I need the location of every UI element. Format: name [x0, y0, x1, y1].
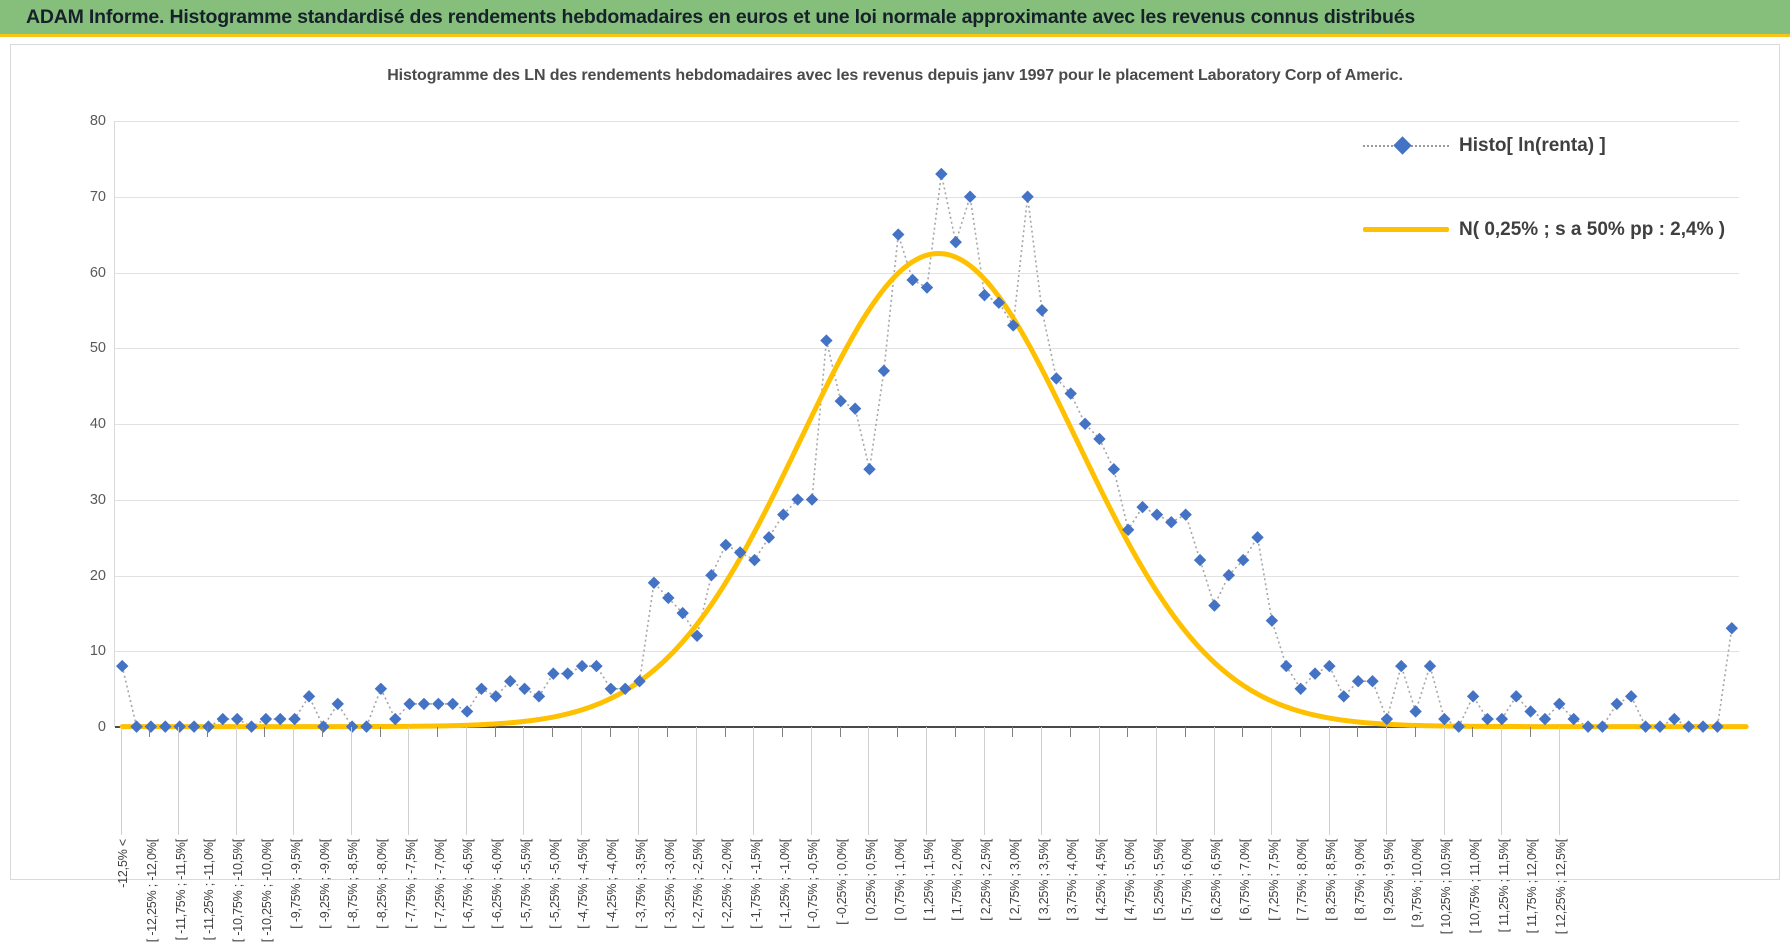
x-axis-tick-mark — [610, 727, 611, 737]
y-axis-tick-label: 30 — [89, 491, 106, 508]
x-axis-tick-mark — [955, 727, 956, 737]
x-axis-tick-mark — [1472, 727, 1473, 737]
data-point-marker — [605, 683, 617, 695]
data-point-marker — [878, 365, 890, 377]
data-point-marker — [1294, 683, 1306, 695]
x-axis-tick-mark — [667, 727, 668, 737]
data-point-marker — [1496, 713, 1508, 725]
x-axis-tick-label: [ -2,75% ; -2,5%[ — [691, 839, 706, 929]
x-axis-tick-mark — [811, 727, 812, 835]
chart-legend — [1363, 135, 1743, 303]
data-point-marker — [705, 569, 717, 581]
x-axis-tick-label: [ 0,75% ; 1,0%[ — [892, 839, 907, 921]
x-axis-tick-label: [ -1,75% ; -1,5%[ — [748, 839, 763, 929]
data-point-marker — [461, 705, 473, 717]
x-axis-tick-label: [ 9,25% ; 9,5%[ — [1381, 839, 1396, 921]
x-axis-tick-label: [ -12,25% ; -12,0%[ — [144, 839, 159, 942]
x-axis-tick-mark — [523, 727, 524, 835]
x-axis-tick-label: [ 10,75% ; 11,0%[ — [1467, 839, 1482, 934]
legend-marker-line-icon — [1363, 220, 1449, 240]
normal-distribution-curve — [122, 253, 1746, 726]
data-point-marker — [921, 281, 933, 293]
x-axis-tick-mark — [322, 727, 323, 737]
data-point-marker — [1395, 660, 1407, 672]
x-axis-tick-label: [ -10,75% ; -10,5%[ — [231, 839, 246, 942]
x-axis-tick-label: [ -5,75% ; -5,5%[ — [518, 839, 533, 929]
data-point-marker — [332, 698, 344, 710]
x-axis-tick-mark — [1559, 727, 1560, 835]
x-axis-tick-mark — [437, 727, 438, 737]
x-axis-tick-label: [ -0,75% ; -0,5%[ — [806, 839, 821, 929]
x-axis-tick-mark — [121, 727, 122, 835]
data-point-marker — [1668, 713, 1680, 725]
data-point-marker — [1611, 698, 1623, 710]
x-axis-tick-label: [ 0,25% ; 0,5%[ — [863, 839, 878, 921]
data-point-marker — [533, 690, 545, 702]
x-axis-tick-mark — [408, 727, 409, 835]
x-axis-tick-mark — [753, 727, 754, 835]
data-point-marker — [849, 402, 861, 414]
x-axis-tick-label: [ 4,25% ; 4,5%[ — [1094, 839, 1109, 921]
x-axis-tick-mark — [1444, 727, 1445, 835]
x-axis-tick-label: [ 7,75% ; 8,0%[ — [1295, 839, 1310, 921]
data-point-marker — [1352, 675, 1364, 687]
data-point-marker — [892, 228, 904, 240]
data-point-marker — [1338, 690, 1350, 702]
x-axis-tick-label: [ 1,25% ; 1,5%[ — [921, 839, 936, 921]
x-axis-tick-label: [ 8,25% ; 8,5%[ — [1324, 839, 1339, 921]
data-point-marker — [763, 531, 775, 543]
x-axis-tick-mark — [1070, 727, 1071, 737]
x-axis-tick-label: [ 5,25% ; 5,5%[ — [1151, 839, 1166, 921]
x-axis-tick-label: [ 8,75% ; 9,0%[ — [1352, 839, 1367, 921]
data-point-marker — [260, 713, 272, 725]
data-point-marker — [490, 690, 502, 702]
legend-label-histogram: Histo[ ln(renta) ] — [1459, 135, 1606, 156]
x-axis-tick-mark — [178, 727, 179, 835]
x-axis-tick-mark — [581, 727, 582, 835]
data-point-marker — [820, 334, 832, 346]
data-point-marker — [720, 539, 732, 551]
data-point-marker — [863, 463, 875, 475]
data-point-marker — [1467, 690, 1479, 702]
y-axis-tick-label: 10 — [89, 643, 106, 660]
x-axis-tick-label: [ -9,75% ; -9,5%[ — [288, 839, 303, 929]
x-axis-tick-label: [ -4,25% ; -4,0%[ — [605, 839, 620, 929]
x-axis-tick-mark — [1127, 727, 1128, 737]
data-point-marker — [1510, 690, 1522, 702]
x-axis-tick-mark — [1242, 727, 1243, 737]
x-axis-tick-label: [ 10,25% ; 10,5%[ — [1439, 839, 1454, 935]
x-axis-tick-mark — [1501, 727, 1502, 835]
data-point-marker — [978, 289, 990, 301]
x-axis-tick-mark — [926, 727, 927, 835]
data-point-marker — [906, 274, 918, 286]
data-point-marker — [835, 395, 847, 407]
y-axis-tick-label: 70 — [89, 188, 106, 205]
x-axis-tick-label: [ 12,25% ; 12,5%[ — [1554, 839, 1569, 935]
y-axis-tick-label: 20 — [89, 567, 106, 584]
data-point-marker — [1036, 304, 1048, 316]
x-axis-tick-label: [ -6,25% ; -6,0%[ — [490, 839, 505, 929]
data-point-marker — [418, 698, 430, 710]
report-banner — [0, 0, 1790, 37]
x-axis-tick-mark — [897, 727, 898, 737]
x-axis-tick-label: [ -1,25% ; -1,0%[ — [777, 839, 792, 929]
x-axis-tick-label: [ -2,25% ; -2,0%[ — [720, 839, 735, 929]
x-axis-tick-label: [ 2,75% ; 3,0%[ — [1007, 839, 1022, 921]
x-axis-tick-label: [ 11,25% ; 11,5%[ — [1496, 839, 1511, 933]
x-axis-tick-label: [ -8,25% ; -8,0%[ — [375, 839, 390, 929]
data-point-marker — [375, 683, 387, 695]
x-axis-tick-mark — [466, 727, 467, 835]
data-point-marker — [1323, 660, 1335, 672]
data-point-marker — [590, 660, 602, 672]
data-point-marker — [1208, 599, 1220, 611]
x-axis-tick-mark — [495, 727, 496, 737]
data-point-marker — [1625, 690, 1637, 702]
data-point-marker — [576, 660, 588, 672]
x-axis-tick-label: [ 2,25% ; 2,5%[ — [979, 839, 994, 921]
data-point-marker — [217, 713, 229, 725]
x-axis-tick-mark — [1099, 727, 1100, 835]
x-axis-tick-label: [ 3,75% ; 4,0%[ — [1065, 839, 1080, 921]
x-axis-tick-mark — [380, 727, 381, 737]
x-axis-tick-mark — [1214, 727, 1215, 835]
x-axis-tick-label: [ -4,75% ; -4,5%[ — [576, 839, 591, 929]
x-axis-tick-label: [ 7,25% ; 7,5%[ — [1266, 839, 1281, 921]
y-axis-tick-label: 0 — [97, 719, 106, 735]
data-point-marker — [1065, 387, 1077, 399]
legend-label-normal: N( 0,25% ; s a 50% pp : 2,4% ) — [1459, 219, 1726, 240]
data-point-marker — [1151, 508, 1163, 520]
x-axis-tick-mark — [1156, 727, 1157, 835]
x-axis-tick-label: [ 5,75% ; 6,0%[ — [1180, 839, 1195, 921]
x-axis-tick-mark — [1415, 727, 1416, 737]
y-axis-tick-label: 80 — [89, 113, 106, 129]
x-axis-tick-mark — [351, 727, 352, 835]
x-axis-tick-mark — [552, 727, 553, 737]
x-axis-tick-mark — [207, 727, 208, 737]
report-banner-title: ADAM Informe. Histogramme standardisé des rendements hebdomadaires en euros et une loi normale approximante avec les revenus connus distribués — [26, 5, 1416, 28]
x-axis-tick-label: [ -11,75% ; -11,5%[ — [173, 839, 188, 941]
data-point-marker — [116, 660, 128, 672]
y-axis-tick-label: 50 — [89, 340, 106, 357]
x-axis-tick-label: [ -8,75% ; -8,5%[ — [346, 839, 361, 929]
x-axis-tick-label: [ -11,25% ; -11,0%[ — [202, 839, 217, 941]
x-axis-tick-mark — [1357, 727, 1358, 737]
x-axis-tick-mark — [1300, 727, 1301, 737]
x-axis-tick-mark — [1530, 727, 1531, 737]
data-point-marker — [1021, 191, 1033, 203]
data-point-marker — [1093, 433, 1105, 445]
legend-item-histogram — [1363, 135, 1743, 157]
x-axis-tick-label: -12,5% < — [116, 839, 131, 888]
data-point-marker — [389, 713, 401, 725]
x-axis-tick-mark — [696, 727, 697, 835]
chart-title: Histogramme des LN des rendements hebdomadaires avec les revenus depuis janv 1997 pour le placement Laboratory Corp of Americ. — [387, 67, 1403, 84]
x-axis-tick-mark — [1271, 727, 1272, 835]
x-axis-tick-mark — [264, 727, 265, 737]
x-axis-tick-mark — [1185, 727, 1186, 737]
x-axis-tick-label: [ 6,25% ; 6,5%[ — [1209, 839, 1224, 921]
data-point-marker — [1309, 667, 1321, 679]
legend-item-normal — [1363, 219, 1743, 241]
data-point-marker — [964, 191, 976, 203]
data-point-marker — [1726, 622, 1738, 634]
data-point-marker — [447, 698, 459, 710]
x-axis-tick-label: [ -6,75% ; -6,5%[ — [461, 839, 476, 929]
x-axis-tick-label: [ 9,75% ; 10,0%[ — [1410, 839, 1425, 928]
x-axis-tick-label: [ -0,25% ; 0,0%[ — [835, 839, 850, 925]
x-axis-tick-mark — [293, 727, 294, 835]
x-axis-tick-mark — [638, 727, 639, 835]
data-point-marker — [562, 667, 574, 679]
x-axis-tick-label: [ -7,25% ; -7,0%[ — [432, 839, 447, 929]
x-axis-ticks — [114, 727, 1739, 942]
data-point-marker — [288, 713, 300, 725]
data-point-marker — [806, 493, 818, 505]
data-point-marker — [1165, 516, 1177, 528]
data-point-marker — [1568, 713, 1580, 725]
data-point-marker — [1108, 463, 1120, 475]
data-point-marker — [303, 690, 315, 702]
x-axis-tick-mark — [1386, 727, 1387, 835]
data-point-marker — [1179, 508, 1191, 520]
x-axis-tick-mark — [984, 727, 985, 835]
data-point-marker — [403, 698, 415, 710]
x-axis-tick-mark — [236, 727, 237, 835]
data-point-marker — [1409, 705, 1421, 717]
data-point-marker — [1438, 713, 1450, 725]
y-axis-tick-label: 60 — [89, 264, 106, 281]
y-axis-tick-label: 40 — [89, 416, 106, 432]
x-axis-tick-mark — [1041, 727, 1042, 835]
x-axis-tick-mark — [149, 727, 150, 737]
data-point-marker — [748, 554, 760, 566]
data-point-marker — [432, 698, 444, 710]
data-point-marker — [1194, 554, 1206, 566]
x-axis-tick-mark — [782, 727, 783, 737]
data-point-marker — [274, 713, 286, 725]
data-point-marker — [1280, 660, 1292, 672]
x-axis-tick-mark — [1012, 727, 1013, 737]
data-point-marker — [475, 683, 487, 695]
data-point-marker — [518, 683, 530, 695]
x-axis-tick-label: [ -7,75% ; -7,5%[ — [403, 839, 418, 929]
x-axis-tick-label: [ 4,75% ; 5,0%[ — [1122, 839, 1137, 921]
x-axis-tick-mark — [840, 727, 841, 737]
x-axis-tick-label: [ -5,25% ; -5,0%[ — [547, 839, 562, 929]
data-point-marker — [1366, 675, 1378, 687]
x-axis-tick-label: [ -10,25% ; -10,0%[ — [259, 839, 274, 942]
x-axis-tick-label: [ -9,25% ; -9,0%[ — [317, 839, 332, 929]
x-axis-tick-mark — [868, 727, 869, 835]
data-point-marker — [1136, 501, 1148, 513]
x-axis-tick-mark — [725, 727, 726, 737]
x-axis-tick-label: [ 6,75% ; 7,0%[ — [1237, 839, 1252, 921]
data-point-marker — [950, 236, 962, 248]
data-point-marker — [1251, 531, 1263, 543]
data-point-marker — [1481, 713, 1493, 725]
x-axis-tick-label: [ -3,25% ; -3,0%[ — [662, 839, 677, 929]
data-point-marker — [547, 667, 559, 679]
data-point-marker — [231, 713, 243, 725]
data-point-marker — [935, 168, 947, 180]
data-point-marker — [1424, 660, 1436, 672]
chart-card — [10, 44, 1780, 942]
x-axis-tick-label: [ 3,25% ; 3,5%[ — [1036, 839, 1051, 921]
data-point-marker — [1266, 614, 1278, 626]
x-axis-tick-label: [ 11,75% ; 12,0%[ — [1525, 839, 1540, 934]
legend-marker-diamond-icon — [1363, 136, 1449, 156]
x-axis-tick-label: [ -3,75% ; -3,5%[ — [633, 839, 648, 929]
x-axis-tick-label: [ 1,75% ; 2,0%[ — [950, 839, 965, 921]
x-axis-tick-mark — [1329, 727, 1330, 835]
